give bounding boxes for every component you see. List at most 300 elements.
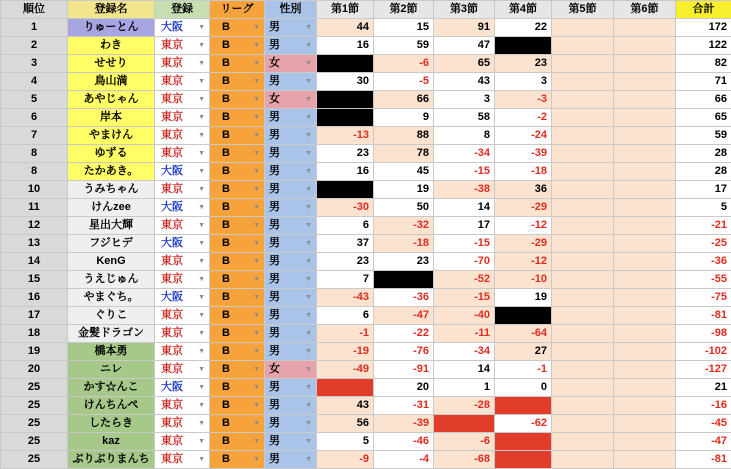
section-3-score-cell[interactable]: -70 (434, 253, 495, 271)
section-3-score-cell[interactable]: -40 (434, 307, 495, 325)
header-section-4[interactable]: 第4節 (495, 1, 552, 19)
section-6-score-cell[interactable] (614, 19, 676, 37)
rank-cell[interactable]: 8 (1, 163, 68, 181)
rank-cell[interactable]: 1 (1, 19, 68, 37)
region-dropdown[interactable] (155, 289, 210, 307)
dropdown-arrow-icon[interactable]: ▼ (198, 366, 205, 373)
rank-cell[interactable]: 25 (1, 415, 68, 433)
section-3-score-cell[interactable]: -38 (434, 181, 495, 199)
section-4-score-cell[interactable]: -29 (495, 199, 552, 217)
section-6-score-cell[interactable] (614, 235, 676, 253)
total-cell[interactable]: -81 (676, 451, 731, 469)
league-dropdown[interactable] (210, 199, 265, 217)
league-dropdown[interactable] (210, 343, 265, 361)
total-cell[interactable]: 21 (676, 379, 731, 397)
sex-dropdown[interactable] (265, 253, 317, 271)
section-5-score-cell[interactable] (552, 379, 614, 397)
section-6-score-cell[interactable] (614, 37, 676, 55)
rank-cell[interactable]: 2 (1, 37, 68, 55)
section-4-score-cell[interactable] (495, 307, 552, 325)
rank-cell[interactable]: 6 (1, 109, 68, 127)
section-5-score-cell[interactable] (552, 325, 614, 343)
section-3-score-cell[interactable]: -15 (434, 235, 495, 253)
header-league[interactable]: リーグ (210, 1, 265, 19)
dropdown-arrow-icon[interactable]: ▼ (198, 168, 205, 175)
section-3-score-cell[interactable]: 17 (434, 217, 495, 235)
region-dropdown[interactable] (155, 37, 210, 55)
section-5-score-cell[interactable] (552, 235, 614, 253)
rank-cell[interactable]: 13 (1, 235, 68, 253)
section-1-score-cell[interactable]: 44 (317, 19, 374, 37)
section-4-score-cell[interactable]: 3 (495, 73, 552, 91)
section-2-score-cell[interactable]: -46 (374, 433, 434, 451)
section-1-score-cell[interactable]: 6 (317, 307, 374, 325)
sex-dropdown[interactable] (265, 163, 317, 181)
dropdown-arrow-icon[interactable]: ▼ (305, 348, 312, 355)
section-1-score-cell[interactable]: -9 (317, 451, 374, 469)
section-2-score-cell[interactable]: 59 (374, 37, 434, 55)
section-1-score-cell[interactable]: 7 (317, 271, 374, 289)
dropdown-arrow-icon[interactable]: ▼ (198, 276, 205, 283)
league-dropdown[interactable] (210, 19, 265, 37)
header-section-2[interactable]: 第2節 (374, 1, 434, 19)
dropdown-arrow-icon[interactable]: ▼ (253, 132, 260, 139)
sex-dropdown[interactable] (265, 55, 317, 73)
region-dropdown[interactable] (155, 109, 210, 127)
section-6-score-cell[interactable] (614, 433, 676, 451)
sex-dropdown[interactable] (265, 91, 317, 109)
section-2-score-cell[interactable]: -4 (374, 451, 434, 469)
sex-dropdown[interactable] (265, 451, 317, 469)
section-6-score-cell[interactable] (614, 91, 676, 109)
section-4-score-cell[interactable]: 27 (495, 343, 552, 361)
dropdown-arrow-icon[interactable]: ▼ (305, 78, 312, 85)
dropdown-arrow-icon[interactable]: ▼ (198, 186, 205, 193)
section-4-score-cell[interactable] (495, 433, 552, 451)
total-cell[interactable]: -47 (676, 433, 731, 451)
section-5-score-cell[interactable] (552, 73, 614, 91)
section-6-score-cell[interactable] (614, 127, 676, 145)
section-4-score-cell[interactable]: 23 (495, 55, 552, 73)
region-dropdown[interactable] (155, 199, 210, 217)
rank-cell[interactable]: 7 (1, 127, 68, 145)
player-name-cell[interactable]: わき (68, 37, 155, 55)
league-dropdown[interactable] (210, 397, 265, 415)
section-5-score-cell[interactable] (552, 199, 614, 217)
header-section-5[interactable]: 第5節 (552, 1, 614, 19)
region-dropdown[interactable] (155, 415, 210, 433)
section-4-score-cell[interactable]: -3 (495, 91, 552, 109)
section-4-score-cell[interactable]: -2 (495, 109, 552, 127)
section-5-score-cell[interactable] (552, 433, 614, 451)
section-1-score-cell[interactable]: -49 (317, 361, 374, 379)
league-dropdown[interactable] (210, 433, 265, 451)
total-cell[interactable]: -127 (676, 361, 731, 379)
league-dropdown[interactable] (210, 415, 265, 433)
player-name-cell[interactable]: したらき (68, 415, 155, 433)
dropdown-arrow-icon[interactable]: ▼ (305, 402, 312, 409)
section-2-score-cell[interactable]: -31 (374, 397, 434, 415)
section-1-score-cell[interactable]: 30 (317, 73, 374, 91)
player-name-cell[interactable]: やまけん (68, 127, 155, 145)
sex-dropdown[interactable] (265, 361, 317, 379)
section-6-score-cell[interactable] (614, 199, 676, 217)
section-1-score-cell[interactable] (317, 91, 374, 109)
region-dropdown[interactable] (155, 235, 210, 253)
league-dropdown[interactable] (210, 289, 265, 307)
section-3-score-cell[interactable]: 47 (434, 37, 495, 55)
total-cell[interactable]: -36 (676, 253, 731, 271)
section-1-score-cell[interactable]: 5 (317, 433, 374, 451)
section-2-score-cell[interactable]: 66 (374, 91, 434, 109)
sex-dropdown[interactable] (265, 217, 317, 235)
player-name-cell[interactable]: 星出大輝 (68, 217, 155, 235)
dropdown-arrow-icon[interactable]: ▼ (305, 96, 312, 103)
section-5-score-cell[interactable] (552, 127, 614, 145)
section-4-score-cell[interactable]: -10 (495, 271, 552, 289)
rank-cell[interactable]: 3 (1, 55, 68, 73)
region-dropdown[interactable] (155, 433, 210, 451)
total-cell[interactable]: 71 (676, 73, 731, 91)
dropdown-arrow-icon[interactable]: ▼ (253, 384, 260, 391)
section-2-score-cell[interactable]: 20 (374, 379, 434, 397)
section-1-score-cell[interactable] (317, 109, 374, 127)
section-3-score-cell[interactable]: 65 (434, 55, 495, 73)
player-name-cell[interactable]: かす☆んこ (68, 379, 155, 397)
total-cell[interactable]: 17 (676, 181, 731, 199)
dropdown-arrow-icon[interactable]: ▼ (253, 240, 260, 247)
player-name-cell[interactable]: ぐりこ (68, 307, 155, 325)
rank-cell[interactable]: 17 (1, 307, 68, 325)
total-cell[interactable]: 122 (676, 37, 731, 55)
section-6-score-cell[interactable] (614, 55, 676, 73)
league-dropdown[interactable] (210, 127, 265, 145)
player-name-cell[interactable]: ゆずる (68, 145, 155, 163)
league-dropdown[interactable] (210, 73, 265, 91)
section-3-score-cell[interactable] (434, 415, 495, 433)
region-dropdown[interactable] (155, 127, 210, 145)
section-3-score-cell[interactable]: -52 (434, 271, 495, 289)
player-name-cell[interactable]: KenG (68, 253, 155, 271)
dropdown-arrow-icon[interactable]: ▼ (305, 204, 312, 211)
dropdown-arrow-icon[interactable]: ▼ (253, 402, 260, 409)
section-5-score-cell[interactable] (552, 181, 614, 199)
section-3-score-cell[interactable]: -34 (434, 343, 495, 361)
league-dropdown[interactable] (210, 91, 265, 109)
section-3-score-cell[interactable]: 8 (434, 127, 495, 145)
section-1-score-cell[interactable] (317, 55, 374, 73)
section-1-score-cell[interactable]: 16 (317, 163, 374, 181)
rank-cell[interactable]: 12 (1, 217, 68, 235)
section-3-score-cell[interactable]: 1 (434, 379, 495, 397)
section-4-score-cell[interactable]: -62 (495, 415, 552, 433)
dropdown-arrow-icon[interactable]: ▼ (305, 222, 312, 229)
dropdown-arrow-icon[interactable]: ▼ (305, 60, 312, 67)
rank-cell[interactable]: 5 (1, 91, 68, 109)
league-dropdown[interactable] (210, 145, 265, 163)
dropdown-arrow-icon[interactable]: ▼ (253, 186, 260, 193)
section-6-score-cell[interactable] (614, 181, 676, 199)
league-dropdown[interactable] (210, 307, 265, 325)
section-2-score-cell[interactable]: 88 (374, 127, 434, 145)
player-name-cell[interactable]: たかあき。 (68, 163, 155, 181)
section-6-score-cell[interactable] (614, 163, 676, 181)
player-name-cell[interactable]: kaz (68, 433, 155, 451)
total-cell[interactable]: 82 (676, 55, 731, 73)
section-2-score-cell[interactable]: -39 (374, 415, 434, 433)
section-3-score-cell[interactable]: -34 (434, 145, 495, 163)
region-dropdown[interactable] (155, 343, 210, 361)
section-1-score-cell[interactable]: -13 (317, 127, 374, 145)
total-cell[interactable]: 59 (676, 127, 731, 145)
rank-cell[interactable]: 4 (1, 73, 68, 91)
section-3-score-cell[interactable]: 91 (434, 19, 495, 37)
dropdown-arrow-icon[interactable]: ▼ (198, 456, 205, 463)
section-2-score-cell[interactable]: -6 (374, 55, 434, 73)
dropdown-arrow-icon[interactable]: ▼ (253, 294, 260, 301)
player-name-cell[interactable]: やまぐち。 (68, 289, 155, 307)
rank-cell[interactable]: 25 (1, 397, 68, 415)
region-dropdown[interactable] (155, 145, 210, 163)
dropdown-arrow-icon[interactable]: ▼ (305, 258, 312, 265)
player-name-cell[interactable]: ぶりぶりまんち (68, 451, 155, 469)
section-6-score-cell[interactable] (614, 271, 676, 289)
section-4-score-cell[interactable] (495, 37, 552, 55)
dropdown-arrow-icon[interactable]: ▼ (198, 96, 205, 103)
dropdown-arrow-icon[interactable]: ▼ (253, 24, 260, 31)
sex-dropdown[interactable] (265, 379, 317, 397)
region-dropdown[interactable] (155, 451, 210, 469)
rank-cell[interactable]: 14 (1, 253, 68, 271)
section-5-score-cell[interactable] (552, 253, 614, 271)
dropdown-arrow-icon[interactable]: ▼ (253, 168, 260, 175)
dropdown-arrow-icon[interactable]: ▼ (253, 348, 260, 355)
section-1-score-cell[interactable] (317, 379, 374, 397)
sex-dropdown[interactable] (265, 73, 317, 91)
header-rank[interactable]: 順位 (1, 1, 68, 19)
section-4-score-cell[interactable]: 36 (495, 181, 552, 199)
sex-dropdown[interactable] (265, 127, 317, 145)
player-name-cell[interactable]: けんzee (68, 199, 155, 217)
league-dropdown[interactable] (210, 325, 265, 343)
section-5-score-cell[interactable] (552, 289, 614, 307)
header-region[interactable]: 登録 (155, 1, 210, 19)
rank-cell[interactable]: 10 (1, 181, 68, 199)
section-5-score-cell[interactable] (552, 451, 614, 469)
rank-cell[interactable]: 20 (1, 361, 68, 379)
sex-dropdown[interactable] (265, 415, 317, 433)
dropdown-arrow-icon[interactable]: ▼ (198, 330, 205, 337)
section-2-score-cell[interactable]: -32 (374, 217, 434, 235)
section-5-score-cell[interactable] (552, 361, 614, 379)
section-3-score-cell[interactable]: -6 (434, 433, 495, 451)
region-dropdown[interactable] (155, 19, 210, 37)
dropdown-arrow-icon[interactable]: ▼ (305, 312, 312, 319)
section-1-score-cell[interactable]: -1 (317, 325, 374, 343)
player-name-cell[interactable]: せせり (68, 55, 155, 73)
sex-dropdown[interactable] (265, 307, 317, 325)
dropdown-arrow-icon[interactable]: ▼ (305, 150, 312, 157)
section-4-score-cell[interactable]: -24 (495, 127, 552, 145)
total-cell[interactable]: -21 (676, 217, 731, 235)
section-1-score-cell[interactable]: 43 (317, 397, 374, 415)
section-6-score-cell[interactable] (614, 109, 676, 127)
league-dropdown[interactable] (210, 163, 265, 181)
section-4-score-cell[interactable]: -29 (495, 235, 552, 253)
section-5-score-cell[interactable] (552, 397, 614, 415)
rank-cell[interactable]: 19 (1, 343, 68, 361)
section-5-score-cell[interactable] (552, 163, 614, 181)
dropdown-arrow-icon[interactable]: ▼ (305, 168, 312, 175)
dropdown-arrow-icon[interactable]: ▼ (253, 366, 260, 373)
section-2-score-cell[interactable]: 78 (374, 145, 434, 163)
section-5-score-cell[interactable] (552, 217, 614, 235)
section-6-score-cell[interactable] (614, 307, 676, 325)
header-section-6[interactable]: 第6節 (614, 1, 676, 19)
league-dropdown[interactable] (210, 379, 265, 397)
sex-dropdown[interactable] (265, 181, 317, 199)
section-6-score-cell[interactable] (614, 415, 676, 433)
dropdown-arrow-icon[interactable]: ▼ (253, 276, 260, 283)
total-cell[interactable]: 172 (676, 19, 731, 37)
sex-dropdown[interactable] (265, 199, 317, 217)
section-2-score-cell[interactable]: -18 (374, 235, 434, 253)
dropdown-arrow-icon[interactable]: ▼ (198, 24, 205, 31)
dropdown-arrow-icon[interactable]: ▼ (198, 312, 205, 319)
section-1-score-cell[interactable]: 23 (317, 145, 374, 163)
rank-cell[interactable]: 11 (1, 199, 68, 217)
dropdown-arrow-icon[interactable]: ▼ (305, 186, 312, 193)
section-6-score-cell[interactable] (614, 343, 676, 361)
rank-cell[interactable]: 15 (1, 271, 68, 289)
region-dropdown[interactable] (155, 397, 210, 415)
dropdown-arrow-icon[interactable]: ▼ (198, 438, 205, 445)
dropdown-arrow-icon[interactable]: ▼ (198, 114, 205, 121)
section-2-score-cell[interactable]: 45 (374, 163, 434, 181)
dropdown-arrow-icon[interactable]: ▼ (198, 204, 205, 211)
section-2-score-cell[interactable]: -22 (374, 325, 434, 343)
section-2-score-cell[interactable]: 15 (374, 19, 434, 37)
section-6-score-cell[interactable] (614, 145, 676, 163)
section-2-score-cell[interactable]: 9 (374, 109, 434, 127)
section-5-score-cell[interactable] (552, 91, 614, 109)
dropdown-arrow-icon[interactable]: ▼ (198, 384, 205, 391)
section-6-score-cell[interactable] (614, 325, 676, 343)
section-1-score-cell[interactable]: 6 (317, 217, 374, 235)
dropdown-arrow-icon[interactable]: ▼ (253, 42, 260, 49)
dropdown-arrow-icon[interactable]: ▼ (198, 132, 205, 139)
section-5-score-cell[interactable] (552, 145, 614, 163)
total-cell[interactable]: 5 (676, 199, 731, 217)
section-3-score-cell[interactable]: 14 (434, 361, 495, 379)
dropdown-arrow-icon[interactable]: ▼ (305, 42, 312, 49)
region-dropdown[interactable] (155, 163, 210, 181)
region-dropdown[interactable] (155, 307, 210, 325)
section-6-score-cell[interactable] (614, 397, 676, 415)
league-dropdown[interactable] (210, 217, 265, 235)
section-1-score-cell[interactable]: 16 (317, 37, 374, 55)
dropdown-arrow-icon[interactable]: ▼ (305, 240, 312, 247)
total-cell[interactable]: 28 (676, 145, 731, 163)
region-dropdown[interactable] (155, 361, 210, 379)
region-dropdown[interactable] (155, 217, 210, 235)
section-3-score-cell[interactable]: -68 (434, 451, 495, 469)
league-dropdown[interactable] (210, 451, 265, 469)
region-dropdown[interactable] (155, 379, 210, 397)
section-5-score-cell[interactable] (552, 37, 614, 55)
rank-cell[interactable]: 25 (1, 451, 68, 469)
total-cell[interactable]: 66 (676, 91, 731, 109)
section-5-score-cell[interactable] (552, 415, 614, 433)
dropdown-arrow-icon[interactable]: ▼ (253, 114, 260, 121)
sex-dropdown[interactable] (265, 325, 317, 343)
sex-dropdown[interactable] (265, 397, 317, 415)
section-6-score-cell[interactable] (614, 451, 676, 469)
dropdown-arrow-icon[interactable]: ▼ (305, 438, 312, 445)
league-dropdown[interactable] (210, 235, 265, 253)
league-dropdown[interactable] (210, 271, 265, 289)
dropdown-arrow-icon[interactable]: ▼ (305, 420, 312, 427)
rank-cell[interactable]: 8 (1, 145, 68, 163)
region-dropdown[interactable] (155, 91, 210, 109)
dropdown-arrow-icon[interactable]: ▼ (253, 420, 260, 427)
section-1-score-cell[interactable]: -19 (317, 343, 374, 361)
section-4-score-cell[interactable] (495, 397, 552, 415)
region-dropdown[interactable] (155, 73, 210, 91)
dropdown-arrow-icon[interactable]: ▼ (198, 150, 205, 157)
dropdown-arrow-icon[interactable]: ▼ (305, 24, 312, 31)
dropdown-arrow-icon[interactable]: ▼ (198, 60, 205, 67)
section-1-score-cell[interactable]: 56 (317, 415, 374, 433)
dropdown-arrow-icon[interactable]: ▼ (253, 438, 260, 445)
dropdown-arrow-icon[interactable]: ▼ (305, 330, 312, 337)
dropdown-arrow-icon[interactable]: ▼ (198, 258, 205, 265)
dropdown-arrow-icon[interactable]: ▼ (253, 258, 260, 265)
header-sex[interactable]: 性別 (265, 1, 317, 19)
section-3-score-cell[interactable]: 14 (434, 199, 495, 217)
player-name-cell[interactable]: 鳥山満 (68, 73, 155, 91)
dropdown-arrow-icon[interactable]: ▼ (305, 456, 312, 463)
player-name-cell[interactable]: けんちんぺ (68, 397, 155, 415)
region-dropdown[interactable] (155, 55, 210, 73)
total-cell[interactable]: -81 (676, 307, 731, 325)
section-3-score-cell[interactable]: -15 (434, 163, 495, 181)
total-cell[interactable]: 65 (676, 109, 731, 127)
section-3-score-cell[interactable]: -15 (434, 289, 495, 307)
league-dropdown[interactable] (210, 181, 265, 199)
rank-cell[interactable]: 25 (1, 379, 68, 397)
section-5-score-cell[interactable] (552, 55, 614, 73)
section-5-score-cell[interactable] (552, 271, 614, 289)
section-3-score-cell[interactable]: 58 (434, 109, 495, 127)
section-6-score-cell[interactable] (614, 253, 676, 271)
header-section-1[interactable]: 第1節 (317, 1, 374, 19)
section-4-score-cell[interactable]: -39 (495, 145, 552, 163)
section-4-score-cell[interactable] (495, 451, 552, 469)
player-name-cell[interactable]: 橋本勇 (68, 343, 155, 361)
section-5-score-cell[interactable] (552, 109, 614, 127)
section-4-score-cell[interactable]: 0 (495, 379, 552, 397)
header-name[interactable]: 登録名 (68, 1, 155, 19)
player-name-cell[interactable]: うえじゅん (68, 271, 155, 289)
rank-cell[interactable]: 25 (1, 433, 68, 451)
header-total[interactable]: 合計 (676, 1, 731, 19)
dropdown-arrow-icon[interactable]: ▼ (253, 96, 260, 103)
section-6-score-cell[interactable] (614, 289, 676, 307)
player-name-cell[interactable]: 金髪ドラゴン (68, 325, 155, 343)
total-cell[interactable]: -102 (676, 343, 731, 361)
dropdown-arrow-icon[interactable]: ▼ (253, 456, 260, 463)
